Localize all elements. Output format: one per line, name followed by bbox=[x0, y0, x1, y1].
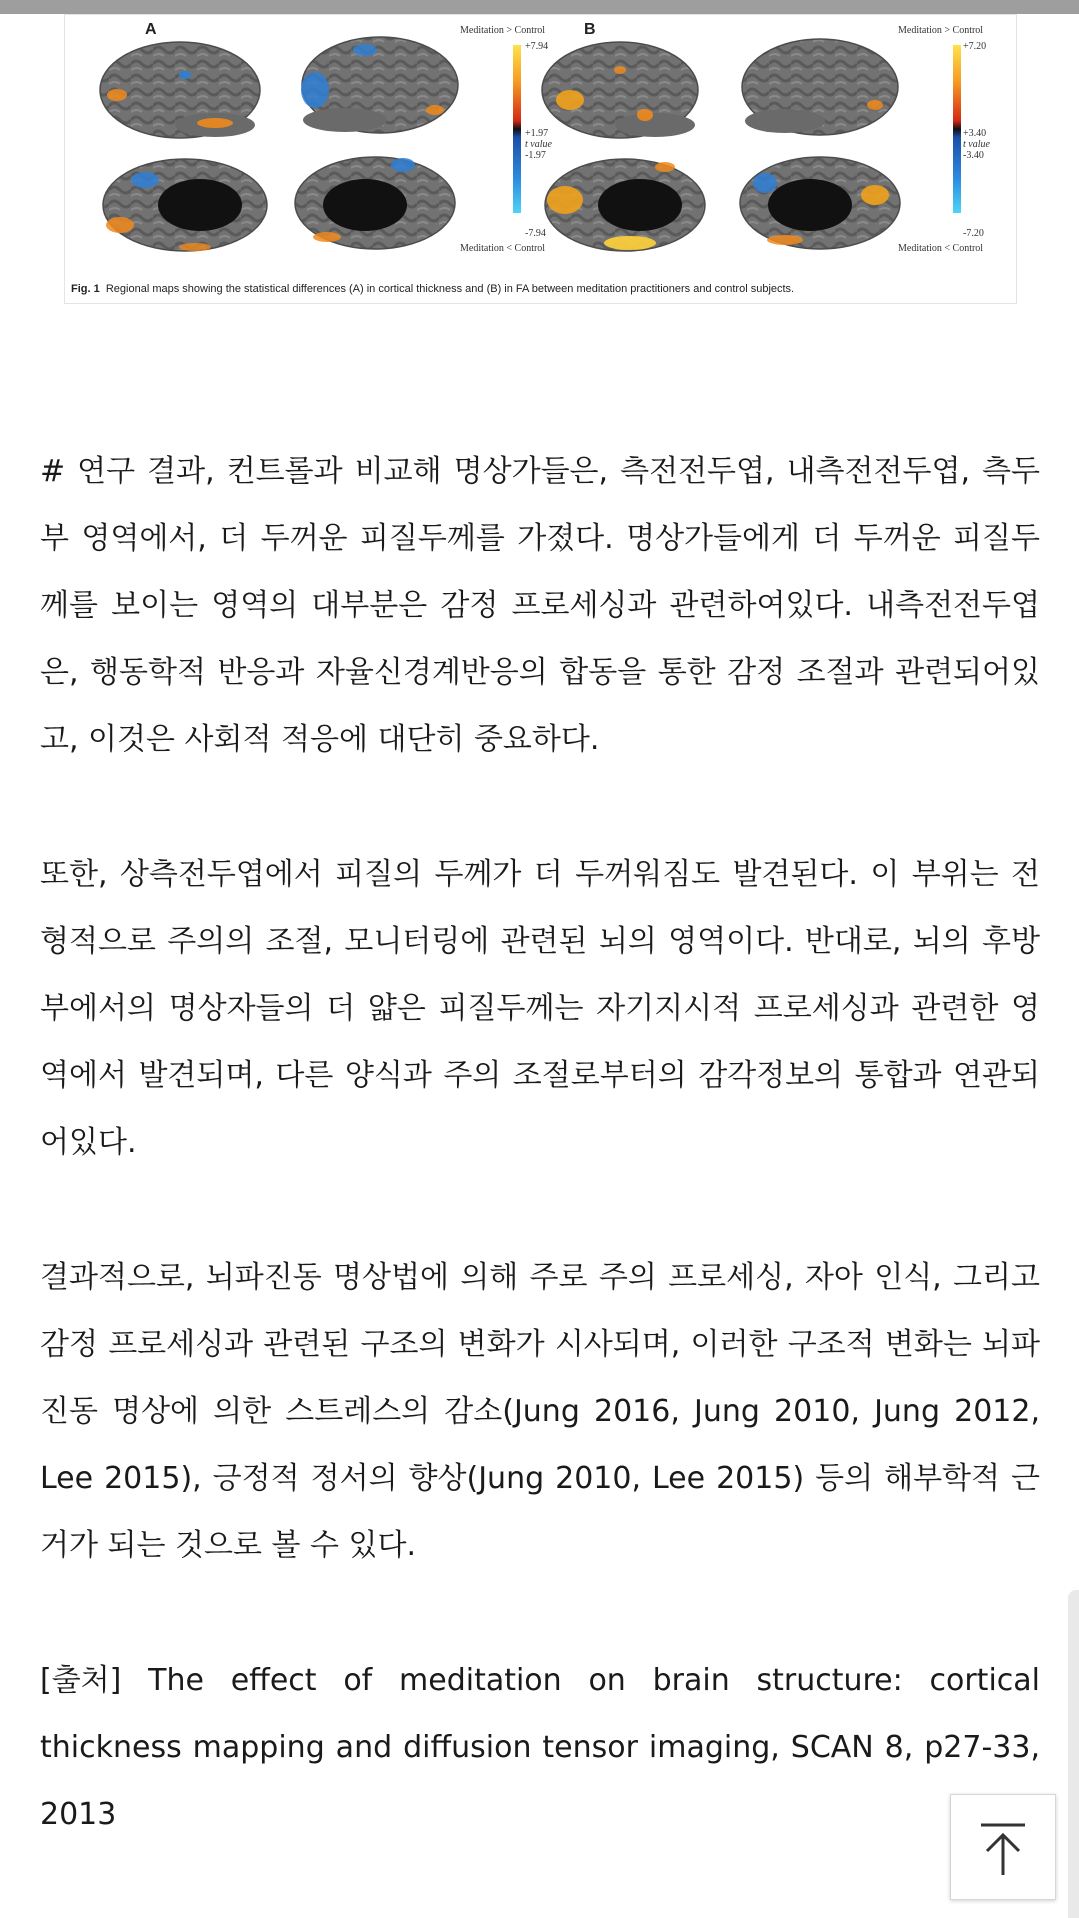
paragraph-source: [출처] The effect of meditation on brain structure: cortical thickness mapping and diffusion tensor imaging, SCAN 8, p27-33, 2013 bbox=[40, 1663, 1040, 1832]
paragraph-conclusion: 결과적으로, 뇌파진동 명상법에 의해 주로 주의 프로세싱, 자아 인식, 그리고 감정 프로세싱과 관련된 구조의 변화가 시사되며, 이러한 구조적 변화는 뇌파진동 명상에 의한 스트레스의 감소(Jung 2016, Jung 2010, Jung 2012, Lee 2015), 긍정적 정서의 향상(Jung 2010, Lee 2015) 등의 해부학적 근거가 되는 것으로 볼 수 있다. bbox=[40, 1260, 1040, 1563]
brain-figure bbox=[64, 14, 1017, 304]
brain-b-medial-right bbox=[740, 157, 900, 249]
brain-a-medial-right bbox=[295, 157, 455, 249]
a-upper-value: +1.97 bbox=[525, 128, 549, 139]
scroll-to-top-button[interactable] bbox=[950, 1794, 1056, 1900]
a-lower-value: -1.97 bbox=[525, 150, 546, 161]
b-lower-value: -3.40 bbox=[963, 150, 984, 161]
caption-text: Regional maps showing the statistical differences (A) in cortical thickness and (B) in FA between meditation practitioners and control subjects. bbox=[105, 283, 795, 295]
a-max-value: +7.94 bbox=[525, 41, 549, 52]
colorbar-a bbox=[513, 45, 521, 213]
b-tvalue-label: t value bbox=[963, 139, 990, 150]
b-max-value: +7.20 bbox=[963, 41, 987, 52]
brain-a-lateral-right bbox=[301, 37, 458, 133]
brain-b-lateral-right bbox=[742, 39, 898, 135]
a-min-value: -7.94 bbox=[525, 228, 546, 239]
b-min-value: -7.20 bbox=[963, 228, 984, 239]
b-bottom-label: Meditation < Control bbox=[898, 243, 984, 254]
article-body bbox=[40, 438, 1040, 1848]
arrow-up-to-top-icon bbox=[951, 1795, 1055, 1899]
paragraph-results: # 연구 결과, 컨트롤과 비교해 명상가들은, 측전전두엽, 내측전전두엽, 측두부 영역에서, 더 두꺼운 피질두께를 가졌다. 명상가들에게 더 두꺼운 피질두께를 보이는 영역의 대부분은 감정 프로세싱과 관련하여있다. 내측전전두엽은, 행동학적 반응과 자율신경계반응의 합동을 통한 감정 조절과 관련되어있고, 이것은 사회적 적응에 대단히 중요하다. bbox=[40, 454, 1040, 757]
a-tvalue-label: t value bbox=[525, 139, 552, 150]
brain-b-medial-left bbox=[545, 159, 705, 251]
panel-b-letter: B bbox=[584, 21, 596, 38]
caption-label: Fig. 1 bbox=[71, 283, 100, 295]
figure-caption bbox=[71, 283, 794, 295]
b-upper-value: +3.40 bbox=[963, 128, 987, 139]
top-status-strip bbox=[0, 0, 1079, 14]
brain-a-lateral-left bbox=[100, 42, 260, 138]
colorbar-b bbox=[953, 45, 961, 213]
brain-a-medial-left bbox=[103, 159, 267, 251]
page-scrollbar[interactable] bbox=[1068, 1590, 1079, 1918]
a-bottom-label: Meditation < Control bbox=[460, 243, 546, 254]
brain-b-lateral-left bbox=[542, 42, 698, 138]
b-top-label: Meditation > Control bbox=[898, 25, 984, 36]
paragraph-superior-frontal: 또한, 상측전두엽에서 피질의 두께가 더 두꺼워짐도 발견된다. 이 부위는 전형적으로 주의의 조절, 모니터링에 관련된 뇌의 영역이다. 반대로, 뇌의 후방부에서의 명상자들의 더 얇은 피질두께는 자기지시적 프로세싱과 관련한 영역에서 발견되며, 다른 양식과 주의 조절로부터의 감각정보의 통합과 연관되어있다. bbox=[40, 857, 1040, 1160]
panel-a-letter: A bbox=[145, 21, 157, 38]
a-top-label: Meditation > Control bbox=[460, 25, 546, 36]
